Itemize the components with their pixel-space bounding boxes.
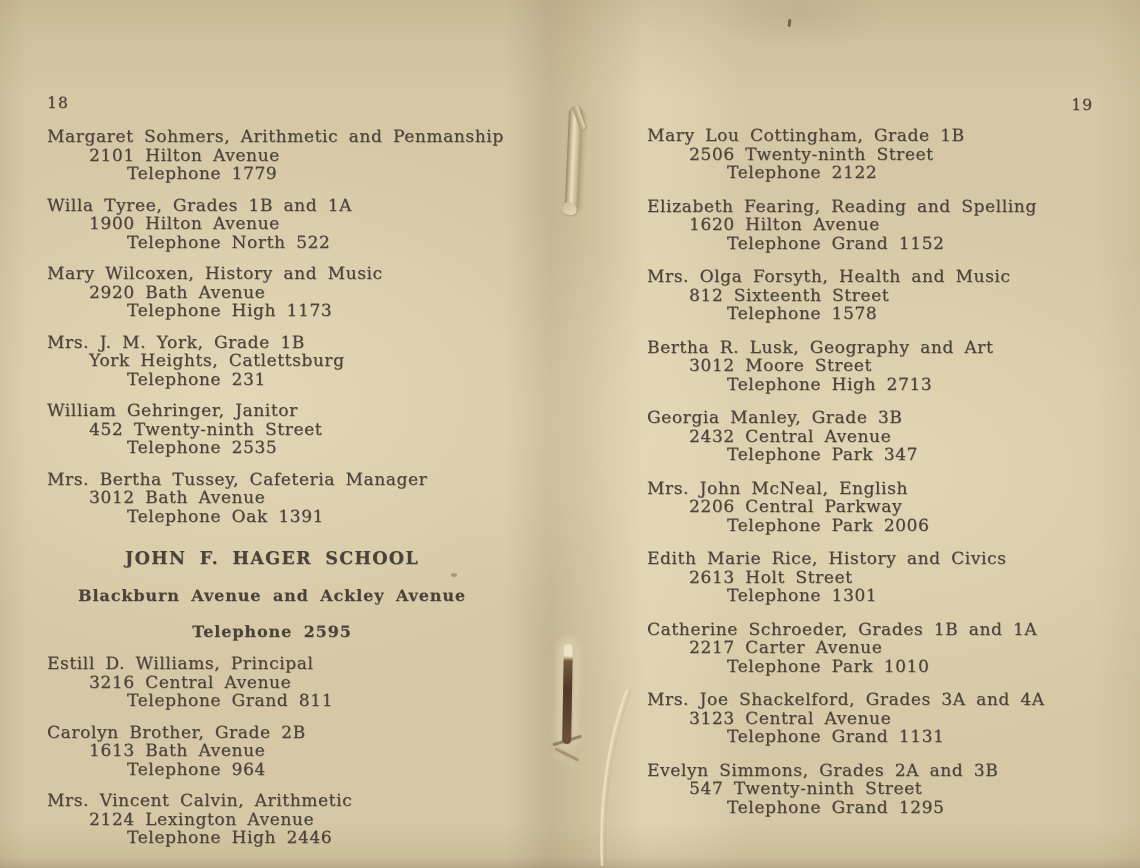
entry-telephone-line: Telephone 1578 <box>727 304 878 324</box>
entry-name-line: Mrs. J. M. York, Grade 1B <box>47 332 305 353</box>
entry-telephone-line: Telephone 2122 <box>727 163 878 183</box>
entry-telephone-line: Telephone 2535 <box>127 438 278 458</box>
entry-name-line: Mrs. John McNeal, English <box>647 478 908 499</box>
entry-telephone-line: Telephone High 2446 <box>127 828 333 848</box>
entry-telephone-line: Telephone Oak 1391 <box>127 506 324 527</box>
entry-address-line: 2124 Lexington Avenue <box>89 809 315 830</box>
entry-telephone-line: Telephone 231 <box>127 369 266 390</box>
directory-entry <box>47 792 497 848</box>
entry-name-line: Edith Marie Rice, History and Civics <box>647 549 1007 569</box>
entry-address-line: York Heights, Catlettsburg <box>89 351 345 371</box>
entry-address-line: 2506 Twenty-ninth Street <box>689 144 934 165</box>
entry-name-line: William Gehringer, Janitor <box>47 401 298 421</box>
school-address-heading: Blackburn Avenue and Ackley Avenue <box>78 586 466 605</box>
entry-name-line: Willa Tyree, Grades 1B and 1A <box>47 195 353 216</box>
entry-address-line: 3216 Central Avenue <box>89 672 292 693</box>
entry-name-line: Mrs. Vincent Calvin, Arithmetic <box>47 791 353 811</box>
entry-name-line: Margaret Sohmers, Arithmetic and Penmanship <box>47 127 504 147</box>
entry-telephone-line: Telephone High 2713 <box>727 374 933 395</box>
directory-entry <box>47 334 497 390</box>
entry-name-line: Mrs. Joe Shackelford, Grades 3A and 4A <box>647 690 1045 710</box>
directory-entry <box>647 691 1099 747</box>
entry-telephone-line: Telephone Park 347 <box>727 445 918 465</box>
directory-entry <box>47 655 497 711</box>
directory-entry <box>47 402 497 458</box>
ink-speck <box>788 19 792 27</box>
entry-address-line: 812 Sixteenth Street <box>689 285 890 306</box>
entry-telephone-line: Telephone Grand 1295 <box>727 797 945 818</box>
left-page <box>47 94 504 861</box>
directory-entry <box>47 265 497 321</box>
directory-entry <box>47 471 497 527</box>
entry-name-line: Mrs. Olga Forsyth, Health and Music <box>647 267 1011 287</box>
entry-address-line: 2920 Bath Avenue <box>89 282 266 303</box>
staple-top <box>565 107 582 209</box>
directory-entry <box>647 339 1099 395</box>
entry-address-line: 2206 Central Parkway <box>689 497 903 517</box>
entry-address-line: 1620 Hilton Avenue <box>689 215 880 235</box>
entry-address-line: 3123 Central Avenue <box>689 708 892 729</box>
entry-address-line: 3012 Moore Street <box>689 356 872 376</box>
entry-name-line: Evelyn Simmons, Grades 2A and 3B <box>647 760 999 781</box>
directory-entry <box>647 621 1099 677</box>
entry-address-line: 2613 Holt Street <box>689 567 853 588</box>
entry-address-line: 3012 Bath Avenue <box>89 488 266 508</box>
directory-entry <box>47 127 504 184</box>
directory-entry <box>647 268 1099 324</box>
fold-crease <box>565 688 655 868</box>
directory-entry <box>647 480 1099 536</box>
entry-telephone-line: Telephone Grand 1131 <box>727 727 945 747</box>
entry-telephone-line: Telephone Grand 811 <box>127 691 333 711</box>
directory-entry <box>647 198 1099 254</box>
entry-telephone-line: Telephone 964 <box>127 759 266 780</box>
entry-name-line: Georgia Manley, Grade 3B <box>647 408 903 428</box>
entry-address-line: 2217 Carter Avenue <box>689 638 883 658</box>
school-heading: JOHN F. HAGER SCHOOL <box>125 549 419 569</box>
page-number: 18 <box>47 94 69 112</box>
entry-name-line: Mrs. Bertha Tussey, Cafeteria Manager <box>47 469 428 490</box>
entry-address-line: 1613 Bath Avenue <box>89 741 266 761</box>
directory-entry <box>647 409 1099 465</box>
entry-name-line: Mary Wilcoxen, History and Music <box>47 264 383 284</box>
directory-entry <box>647 127 1099 183</box>
entry-name-line: Estill D. Williams, Principal <box>47 654 314 674</box>
directory-entry <box>647 762 1099 818</box>
directory-entry <box>47 197 497 253</box>
entry-telephone-line: Telephone 1301 <box>727 586 878 606</box>
entry-address-line: 2432 Central Avenue <box>689 426 892 447</box>
entry-address-line: 547 Twenty-ninth Street <box>689 779 923 799</box>
entry-name-line: Mary Lou Cottingham, Grade 1B <box>647 126 965 146</box>
staff-entries <box>47 655 497 848</box>
entry-name-line: Bertha R. Lusk, Geography and Art <box>647 337 994 358</box>
directory-entry <box>647 550 1099 606</box>
entry-address-line: 1900 Hilton Avenue <box>89 214 280 234</box>
entry-telephone-line: Telephone 1779 <box>127 164 278 184</box>
directory-entry <box>47 724 497 780</box>
entry-address-line: 2101 Hilton Avenue <box>89 145 280 166</box>
staff-entries <box>47 127 504 527</box>
staple-bottom <box>562 644 573 744</box>
entry-name-line: Carolyn Brother, Grade 2B <box>47 722 306 743</box>
entry-telephone-line: Telephone Park 1010 <box>727 656 930 677</box>
staff-entries <box>647 127 1099 817</box>
entry-telephone-line: Telephone Grand 1152 <box>727 233 945 254</box>
entry-name-line: Catherine Schroeder, Grades 1B and 1A <box>647 619 1038 640</box>
entry-telephone-line: Telephone Park 2006 <box>727 515 930 536</box>
entry-address-line: 452 Twenty-ninth Street <box>89 419 323 440</box>
entry-name-line: Elizabeth Fearing, Reading and Spelling <box>647 196 1037 217</box>
page-number: 19 <box>1071 96 1093 114</box>
entry-telephone-line: Telephone North 522 <box>127 232 331 253</box>
entry-telephone-line: Telephone High 1173 <box>127 301 333 321</box>
school-telephone-heading: Telephone 2595 <box>192 622 352 641</box>
right-page <box>647 96 1099 832</box>
